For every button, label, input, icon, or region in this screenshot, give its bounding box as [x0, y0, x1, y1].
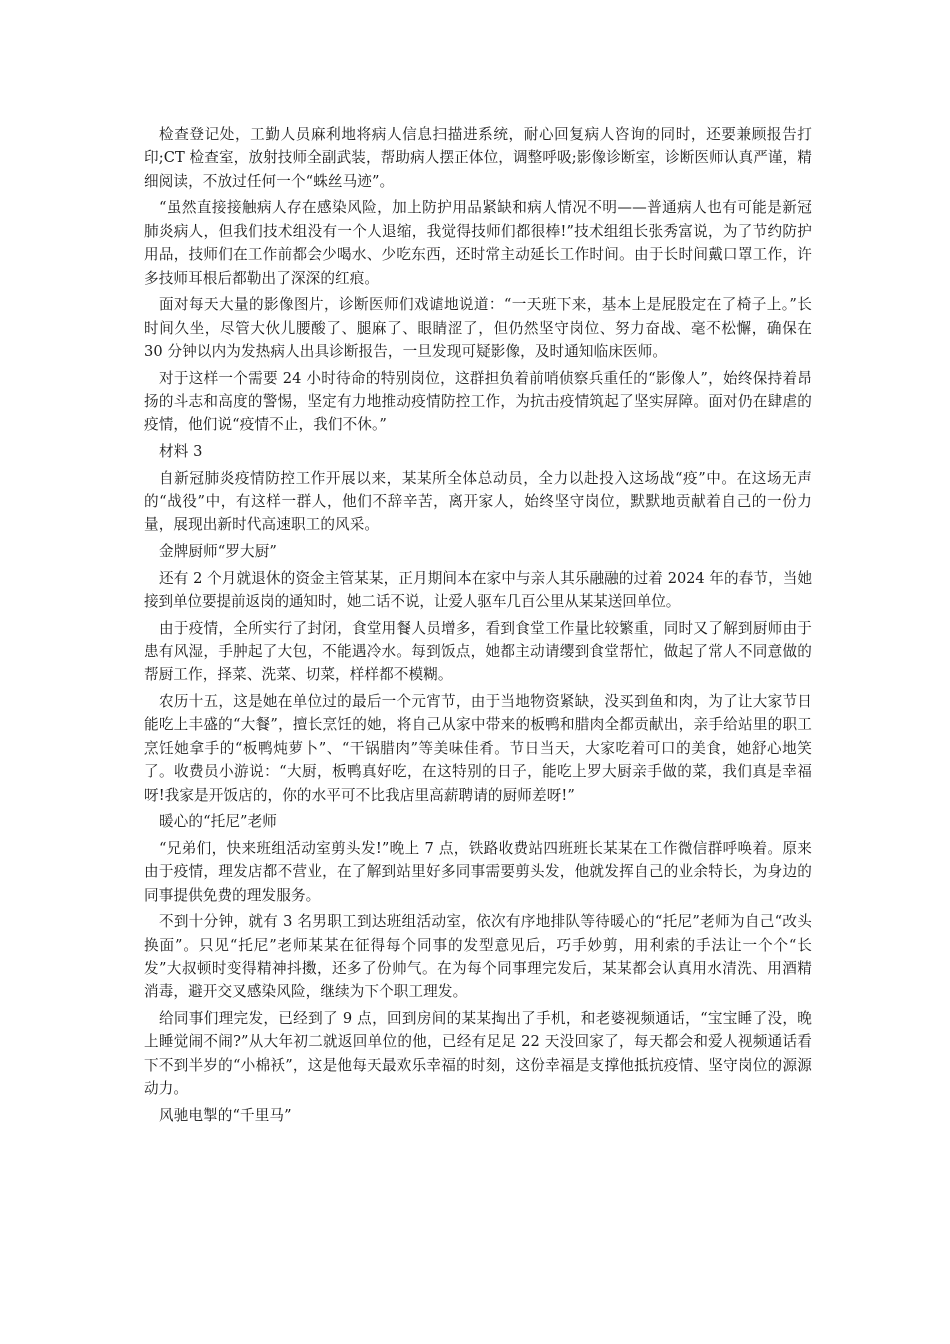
subheading-barber: 暖心的“托尼”老师: [159, 813, 277, 831]
paragraph-barber-family: 给同事们理完发，已经到了 9 点，回到房间的某某掏出了手机，和老婆视频通话，“宝宝睡了没，晚上睡觉闹不闹?”从大年初二就返回单位的他，已经有足足 22 天没回家了，每天都会和爱人视频通话看下不到半岁的“小棉袄”，这是他每天最欢乐幸福的时刻，这份幸福是支撑他抵抗疫情、坚守岗位的源源动力。: [144, 1010, 812, 1098]
paragraph-technician-quote: “虽然直接接触病人存在感染风险，加上防护用品紧缺和病人情况不明——普通病人也有可能是新冠肺炎病人，但我们技术组没有一个人退缩，我觉得技师们都很棒!”技术组组长张秀富说，为了节约防护用品，技师们在工作前都会少喝水、少吃东西，还时常主动延长工作时间。由于长时间戴口罩工作，许多技师耳根后都勒出了深深的红痕。: [144, 199, 812, 287]
paragraph-exam-registration: 检查登记处，工勤人员麻利地将病人信息扫描进系统，耐心回复病人咨询的同时，还要兼顾报告打印;CT 检查室，放射技师全副武装，帮助病人摆正体位，调整呼吸;影像诊断室，诊断医师认真严谨，精细阅读，不放过任何一个“蛛丝马迹”。: [144, 126, 812, 190]
paragraph-chef-kitchen: 由于疫情，全所实行了封闭，食堂用餐人员增多，看到食堂工作量比较繁重，同时又了解到厨师由于患有风湿，手肿起了大包，不能遇冷水。每到饭点，她都主动请缨到食堂帮忙，做起了常人不同意做的帮厨工作，择菜、洗菜、切菜，样样都不模糊。: [144, 619, 812, 684]
paragraph-imaging-staff: 对于这样一个需要 24 小时待命的特别岗位，这群担负着前哨侦察兵重任的“影像人”，始终保持着昂扬的斗志和高度的警惕，坚定有力地推动疫情防控工作，为抗击疫情筑起了坚实屏障。面对仍在肆虐的疫情，他们说“疫情不止，我们不休。”: [144, 369, 812, 434]
paragraph-diagnostic-doctors: 面对每天大量的影像图片，诊断医师们戏谑地说道：“一天班下来，基本上是屁股定在了椅子上。”长时间久坐，尽管大伙儿腰酸了、腿麻了、眼睛涩了，但仍然坚守岗位、努力奋战、毫不松懈，确保在 30 分钟以内为发热病人出具诊断报告，一旦发现可疑影像，及时通知临床医师。: [144, 296, 812, 361]
paragraph-chef-lantern-festival: 农历十五，这是她在单位过的最后一个元宵节，由于当地物资紧缺，没买到鱼和肉，为了让大家节日能吃上丰盛的“大餐”，擅长烹饪的她，将自己从家中带来的板鸭和腊肉全都贡献出，亲手给站里的职工烹饪她拿手的“板鸭炖萝卜”、“干锅腊肉”等美味佳肴。节日当天，大家吃着可口的美食，她舒心地笑了。收费员小游说：“大厨，板鸭真好吃，在这特别的日子，能吃上罗大厨亲手做的菜，我们真是幸福呀!我家是开饭店的，你的水平可不比我店里高薪聘请的厨师差呀!”: [144, 693, 812, 804]
heading-material-3: 材料 3: [159, 443, 203, 461]
subheading-chef: 金牌厨师“罗大厨”: [159, 543, 277, 561]
paragraph-material-3-intro: 自新冠肺炎疫情防控工作开展以来，某某所全体总动员，全力以赴投入这场战“疫”中。在这场无声的“战役”中，有这样一群人，他们不辞辛苦，离开家人，始终坚守岗位，默默地贡献着自己的一份力量，展现出新时代高速职工的风采。: [144, 469, 812, 534]
paragraph-barber-call: “兄弟们，快来班组活动室剪头发!”晚上 7 点，铁路收费站四班班长某某在工作微信群呼唤着。原来由于疫情，理发店都不营业，在了解到站里好多同事需要剪头发，他就发挥自己的业余特长，为身边的同事提供免费的理发服务。: [144, 839, 812, 904]
subheading-horse: 风驰电掣的“千里马”: [159, 1106, 292, 1124]
document-body: [144, 123, 812, 1130]
paragraph-chef-return: 还有 2 个月就退休的资金主管某某，正月期间本在家中与亲人其乐融融的过着 2024 年的春节，当她接到单位要提前返岗的通知时，她二话不说，让爱人驱车几百公里从某某送回单位。: [144, 569, 812, 611]
paragraph-barber-service: 不到十分钟，就有 3 名男职工到达班组活动室，依次有序地排队等待暖心的“托尼”老师为自己“改头换面”。只见“托尼”老师某某在征得每个同事的发型意见后，巧手妙剪，用利索的手法让一个个“长发”大叔顿时变得精神抖擞，还多了份帅气。在为每个同事理完发后，某某都会认真用水清洗、用酒精消毒，避开交叉感染风险，继续为下个职工理发。: [144, 913, 812, 1001]
